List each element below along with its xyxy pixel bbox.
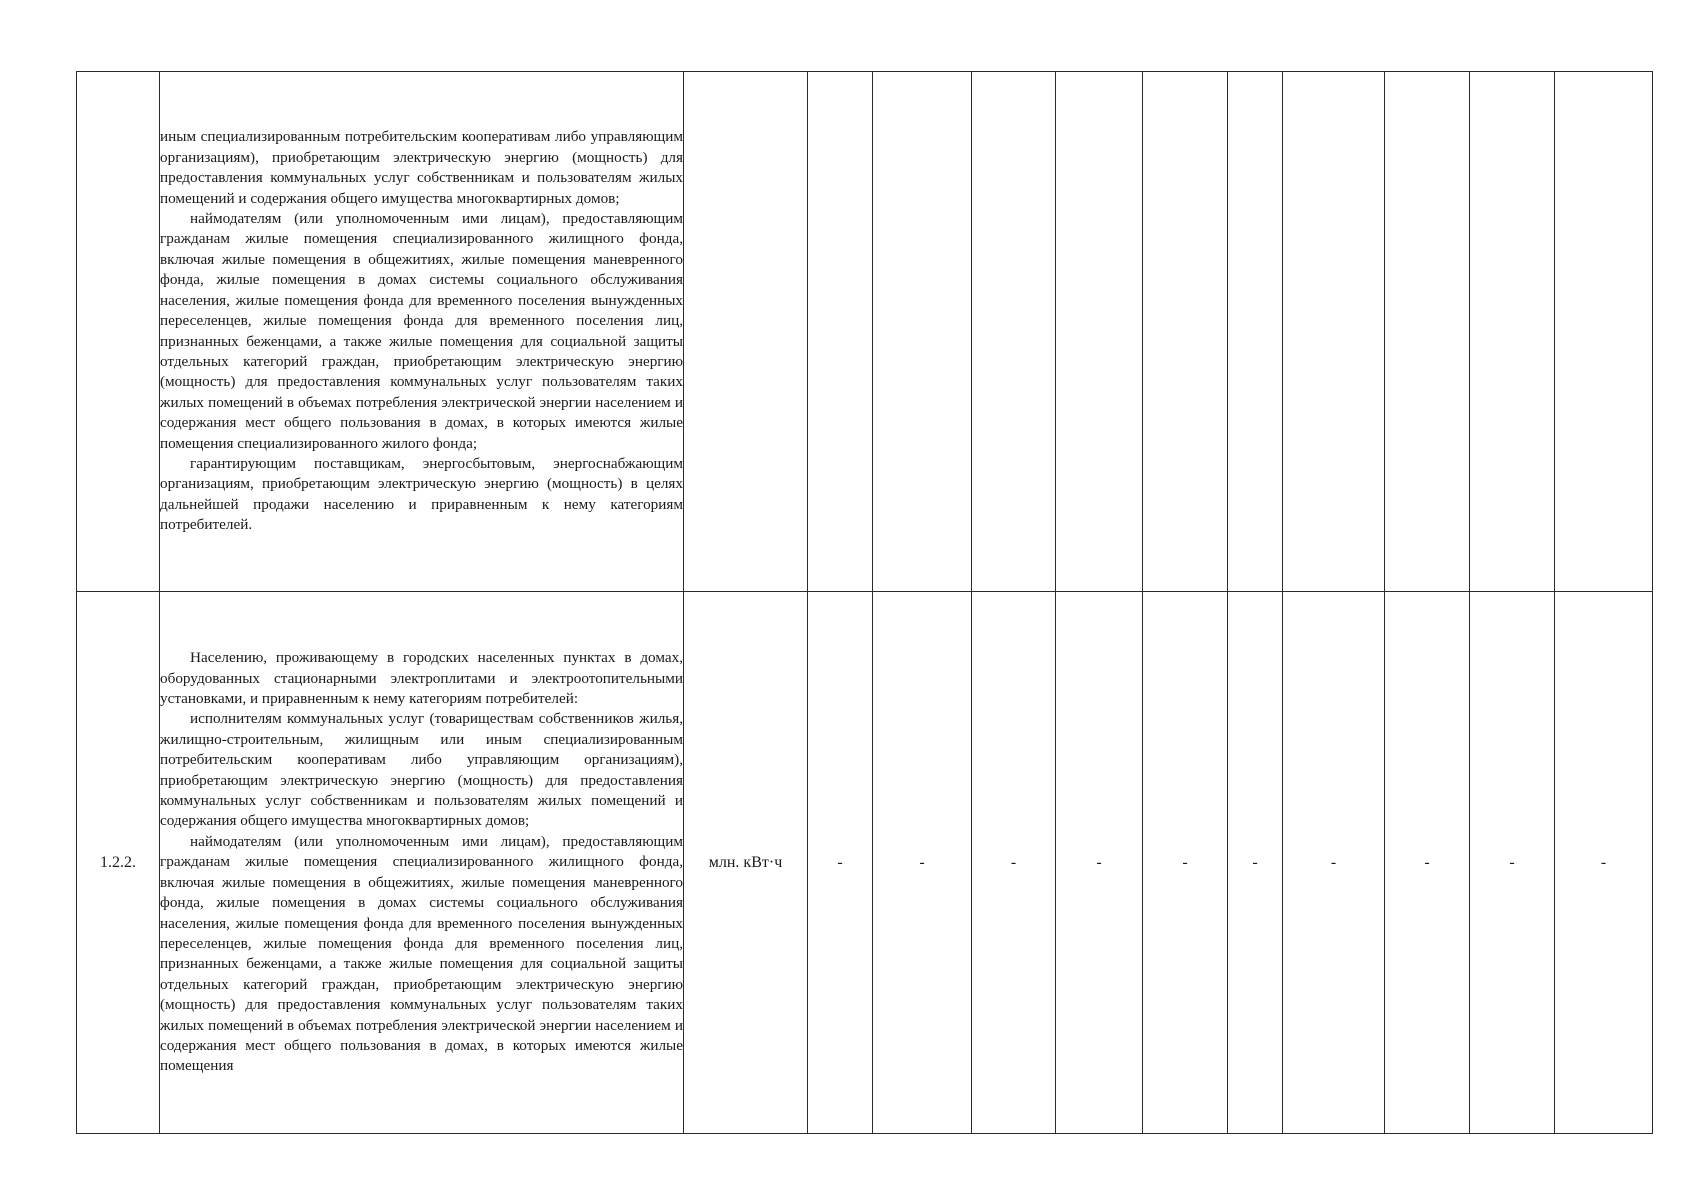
value-cell (808, 72, 873, 592)
description-paragraph: исполнителям коммунальных услуг (товариществам собственников жилья, жилищно-строительным, жилищным или иным специализированным потребительским кооперативам либо управляющим организациям), приобретающим электрическую энергию (мощность) для предоставления коммунальных услуг собственникам и пользователям жилых помещений и содержания общего имущества многоквартирных домов; (160, 710, 683, 830)
value-cell: - (1143, 592, 1228, 1134)
table-row (77, 72, 1653, 592)
value-cell (1056, 72, 1143, 592)
description-paragraph: иным специализированным потребительским кооперативам либо управляющим организациям), приобретающим электрическую энергию (мощность) для предоставления коммунальных услуг собственникам и пользователям жилых помещений и содержания общего имущества многоквартирных домов; (160, 128, 683, 207)
value-cell: - (808, 592, 873, 1134)
value-cell: - (1228, 592, 1283, 1134)
unit-cell: млн. кВт·ч (684, 592, 808, 1134)
value-cell: - (1056, 592, 1143, 1134)
row-number: 1.2.2. (77, 592, 160, 1134)
value-cell: - (1283, 592, 1385, 1134)
value-cell (1385, 72, 1470, 592)
value-cell: - (1555, 592, 1653, 1134)
tariff-table (76, 71, 1653, 1134)
value-cell (1283, 72, 1385, 592)
value-cell (1555, 72, 1653, 592)
row-description (160, 592, 684, 1134)
row-number (77, 72, 160, 592)
unit-cell (684, 72, 808, 592)
description-paragraph: наймодателям (или уполномоченным ими лицам), предоставляющим гражданам жилые помещения специализированного жилищного фонда, включая жилые помещения в общежитиях, жилые помещения маневренного фонда, жилые помещения в домах системы социального обслуживания населения, жилые помещения фонда для временного поселения вынужденных переселенцев, жилые помещения фонда для временного поселения лиц, признанных беженцами, а также жилые помещения для социальной защиты отдельных категорий граждан, приобретающим электрическую энергию (мощность) для предоставления коммунальных услуг пользователям таких жилых помещений в объемах потребления электрической энергии населением и содержания мест общего пользования в домах, в которых имеются жилые помещения специализированного жилого фонда; (160, 210, 683, 452)
description-paragraph: наймодателям (или уполномоченным ими лицам), предоставляющим гражданам жилые помещения специализированного жилищного фонда, включая жилые помещения в общежитиях, жилые помещения маневренного фонда, жилые помещения в домах системы социального обслуживания населения, жилые помещения фонда для временного поселения вынужденных переселенцев, жилые помещения фонда для временного поселения лиц, признанных беженцами, а также жилые помещения для социальной защиты отдельных категорий граждан, приобретающим электрическую энергию (мощность) для предоставления коммунальных услуг пользователям таких жилых помещений в объемах потребления электрической энергии населением и содержания мест общего пользования в домах, в которых имеются жилые помещения (160, 832, 683, 1075)
value-cell: - (972, 592, 1056, 1134)
value-cell (1470, 72, 1555, 592)
value-cell (1228, 72, 1283, 592)
value-cell: - (1470, 592, 1555, 1134)
value-cell: - (1385, 592, 1470, 1134)
value-cell (873, 72, 972, 592)
table-row (77, 592, 1653, 1134)
description-paragraph: Населению, проживающему в городских населенных пунктах в домах, оборудованных стационарными электроплитами и электроотопительными установками, и приравненным к нему категориям потребителей: (160, 649, 683, 708)
value-cell (1143, 72, 1228, 592)
row-description (160, 72, 684, 592)
description-paragraph: гарантирующим поставщикам, энергосбытовым, энергоснабжающим организациям, приобретающим электрическую энергию (мощность) в целях дальнейшей продажи населению и приравненным к нему категориям потребителей. (160, 454, 683, 534)
value-cell: - (873, 592, 972, 1134)
value-cell (972, 72, 1056, 592)
